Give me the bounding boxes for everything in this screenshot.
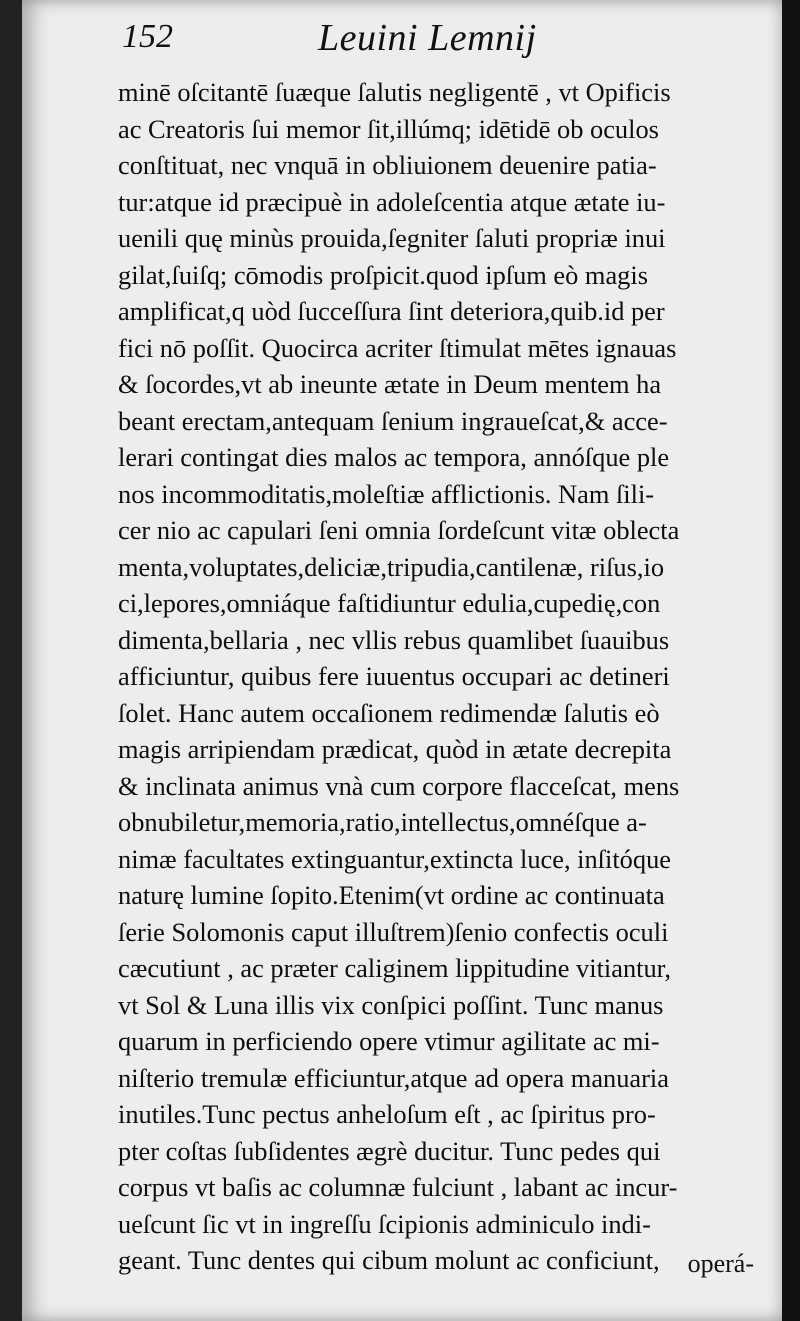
text-line: & ſocordes,vt ab ineunte ætate in Deum mentem ha (118, 369, 662, 399)
text-line: lerari contingat dies malos ac tempora, annóſque ple (118, 442, 670, 472)
running-head: Leuini Lemnij (318, 17, 537, 59)
text-line: beant erectam,antequam ſenium ingraueſcat,& acce- (118, 405, 668, 436)
text-line: ci,lepores,omniáque faſtidiuntur edulia,cupedię,con (118, 588, 661, 618)
text-line: & inclinata animus vnà cum corpore flacceſcat, mens (118, 770, 680, 801)
text-line: amplificat,q uòd ſucceſſura ſint deteriora,quib.id per (118, 296, 665, 326)
text-line: nimæ facultates extinguantur,extincta luce, inſitóque (118, 843, 671, 874)
text-line: pter coſtas ſubſidentes ægrè ducitur. Tunc pedes qui (118, 1135, 661, 1166)
body-text (118, 74, 760, 1279)
text-line: geant. Tunc dentes qui cibum molunt ac conficiunt, (118, 1245, 660, 1275)
text-line: cæcutiunt , ac præter caliginem lippitudine vitiantur, (118, 953, 672, 983)
text-line: naturę lumine ſopito.Etenim(vt ordine ac continuata (118, 880, 665, 910)
text-line: menta,voluptates,deliciæ,tripudia,cantilenæ, riſus,io (118, 551, 665, 582)
text-line: nos incommoditatis,moleſtiæ afflictionis. Nam ſili- (118, 478, 655, 509)
text-line: fici nō poſſit. Quocirca acriter ſtimulat mētes ignauas (118, 332, 677, 363)
text-line: ac Creatoris ſui memor ſit,illúmq; idētidē ob oculos (118, 113, 659, 144)
text-line: conſtituat, nec vnquā in obliuionem deuenire patia- (118, 150, 657, 180)
text-line: afficiuntur, quibus fere iuuentus occupari ac detineri (118, 661, 670, 691)
text-line: ueſcunt ſic vt in ingreſſu ſcipionis adminiculo indi- (118, 1208, 651, 1239)
text-line: magis arripiendam prædicat, quòd in ætate decrepita (118, 734, 672, 764)
text-line: ſolet. Hanc autem occaſionem redimendæ ſalutis eò (118, 697, 660, 728)
text-line: tur:atque id præcipuè in adoleſcentia atque ætate iu- (118, 186, 666, 217)
text-line: uenili quę minùs prouida,ſegniter ſaluti propriæ inui (118, 223, 666, 253)
text-line: minē oſcitantē ſuæque ſalutis negligentē , vt Opificis (118, 77, 671, 107)
catchword: operá- (687, 1249, 754, 1278)
page-edge-shadow (782, 0, 800, 1321)
text-line: quarum in perficiendo opere vtimur agilitate ac mi- (118, 1026, 660, 1056)
page-header (118, 12, 678, 68)
page-number: 152 (122, 18, 173, 55)
text-line: inutiles.Tunc pectus anheloſum eſt , ac ſpiritus pro- (118, 1099, 656, 1129)
text-line: cer nio ac capulari ſeni omnia ſordeſcunt vitæ oblecta (118, 515, 680, 545)
text-line: obnubiletur,memoria,ratio,intellectus,omnéſque a- (118, 807, 647, 837)
text-line: corpus vt baſis ac columnæ fulciunt , labant ac incur- (118, 1172, 678, 1202)
text-line: ſerie Solomonis caput illuſtrem)ſenio confectis oculi (118, 916, 669, 947)
text-line: niſterio tremulæ efficiuntur,atque ad opera manuaria (118, 1062, 669, 1093)
text-line: dimenta,bellaria , nec vllis rebus quamlibet ſuauibus (118, 624, 670, 655)
text-line: gilat,ſuiſq; cōmodis proſpicit.quod ipſum eò magis (118, 259, 648, 290)
text-line: vt Sol & Luna illis vix conſpici poſſint. Tunc manus (118, 989, 664, 1020)
